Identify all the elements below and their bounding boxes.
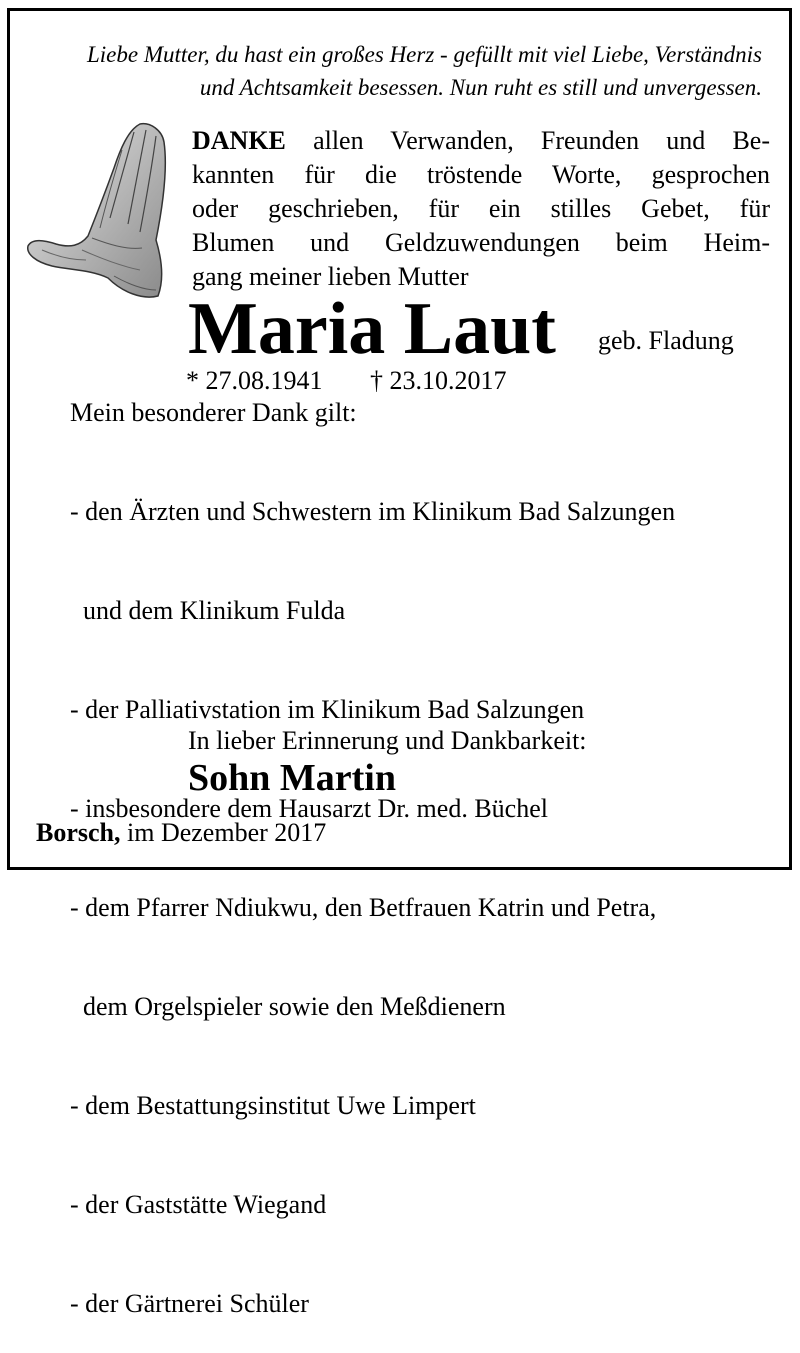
death-date: † 23.10.2017 [370,366,507,395]
list-item: dem Orgelspieler sowie den Meßdienern [70,992,506,1021]
motto-line-1: Liebe Mutter, du hast ein großes Herz - gefüllt mit viel Liebe, Verständnis [86,42,762,67]
list-item: und dem Klinikum Fulda [70,596,346,625]
list-item: - dem Pfarrer Ndiukwu, den Betfrauen Katrin und Petra, [70,893,657,922]
footer-place: Borsch, [36,818,121,847]
motto-line-2: und Achtsamkeit besessen. Nun ruht es still und unvergessen. [199,75,762,100]
thanks-lead: DANKE [192,126,286,155]
thanks-line-3: oder geschrieben, für ein stilles Gebet, für [192,194,770,223]
list-item: - dem Bestattungsinstitut Uwe Limpert [70,1091,476,1120]
list-item: - der Gärtnerei Schüler [70,1289,309,1318]
thanks-line-1: allen Verwanden, Freunden und Be- [285,126,770,155]
list-item: - insbesondere dem Hausarzt Dr. med. Büchel [70,794,548,823]
praying-hands-icon [22,120,172,300]
list-item: - der Palliativstation im Klinikum Bad Salzungen [70,695,585,724]
thanks-paragraph [192,124,770,294]
thanks-line-2: kannten für die tröstende Worte, gesprochen [192,160,770,189]
deceased-name: Maria Laut [188,288,556,370]
special-thanks-heading: Mein besonderer Dank gilt: [70,398,357,427]
footer-date: im Dezember 2017 [120,818,327,847]
signer-name: Sohn Martin [188,757,396,799]
thanks-line-4: Blumen und Geldzuwendungen beim Heim- [192,228,770,257]
birth-date: * 27.08.1941 [186,366,323,395]
special-thanks-list [70,429,675,1353]
footer-place-date [36,816,326,849]
list-item: - den Ärzten und Schwestern im Klinikum Bad Salzungen [70,497,676,526]
deceased-birth-name: geb. Fladung [598,326,734,355]
list-item: - der Gaststätte Wiegand [70,1190,327,1219]
closing-phrase: In lieber Erinnerung und Dankbarkeit: [188,726,587,755]
thanks-line-5: gang meiner lieben Mutter [192,262,469,291]
